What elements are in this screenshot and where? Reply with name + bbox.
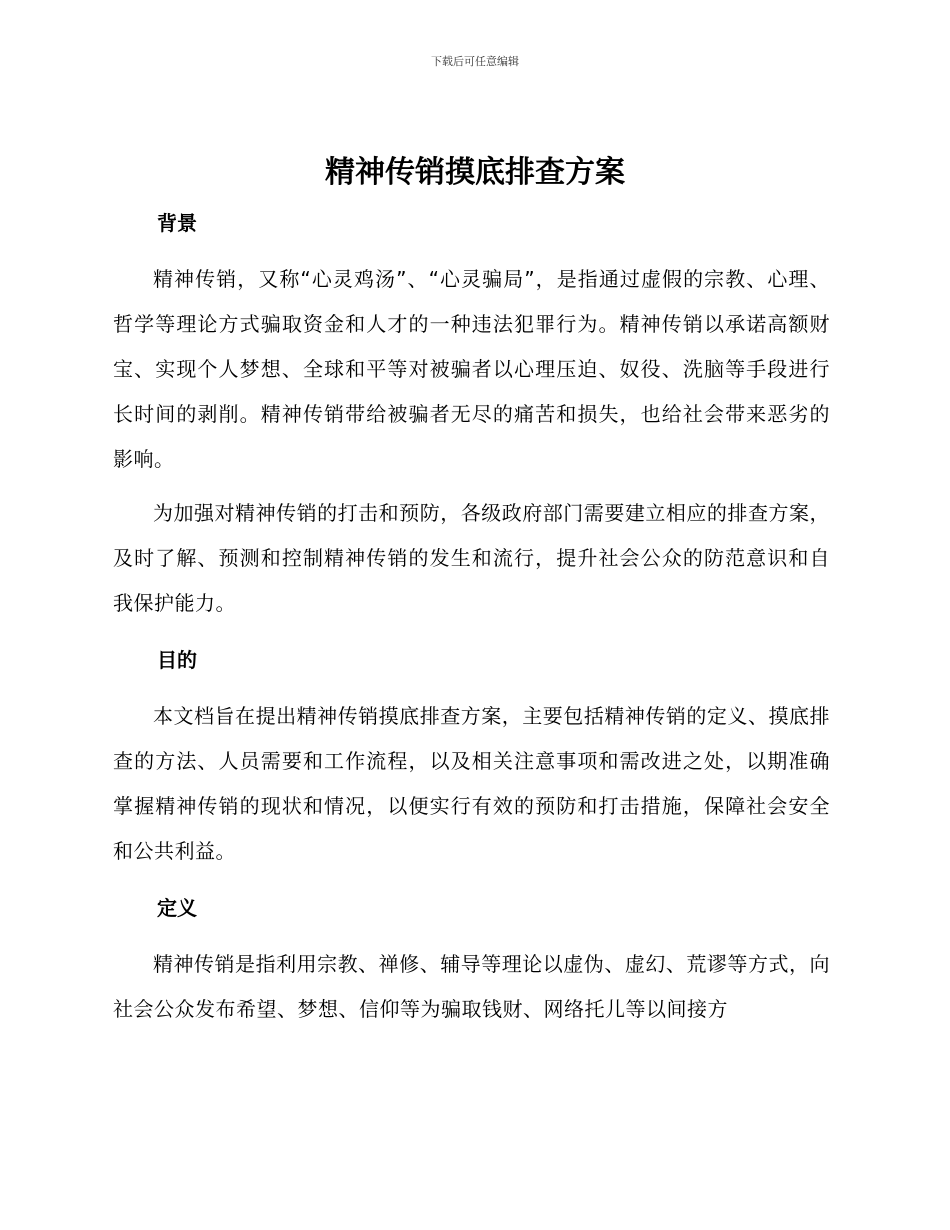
section-heading-background: 背景 [157, 211, 197, 235]
document-title: 精神传销摸底排查方案 [325, 155, 625, 190]
purpose-paragraph-1: 本文档旨在提出精神传销摸底排查方案，主要包括精神传销的定义、摸底排查的方法、人员需要和工作流程，以及相关注意事项和需改进之处，以期准确掌握精神传销的现状和情况，以便实行有效的预防和打击措施，保障社会安全和公共利益。 [113, 704, 830, 863]
document-body [113, 203, 830, 1032]
section-heading-definition: 定义 [157, 896, 197, 920]
definition-paragraph-1: 精神传销是指利用宗教、禅修、辅导等理论以虚伪、虚幻、荒谬等方式，向社会公众发布希望、梦想、信仰等为骗取钱财、网络托儿等以间接方 [113, 952, 830, 1021]
background-paragraph-1: 精神传销，又称“心灵鸡汤”、“心灵骗局”，是指通过虚假的宗教、心理、哲学等理论方式骗取资金和人才的一种违法犯罪行为。精神传销以承诺高额财宝、实现个人梦想、全球和平等对被骗者以心理压迫、奴役、洗脑等手段进行长时间的剥削。精神传销带给被骗者无尽的痛苦和损失，也给社会带来恶劣的影响。 [113, 267, 830, 471]
section-heading-purpose: 目的 [157, 648, 197, 672]
page-header-note: 下载后可任意编辑 [431, 55, 519, 68]
background-paragraph-2: 为加强对精神传销的打击和预防，各级政府部门需要建立相应的排查方案，及时了解、预测和控制精神传销的发生和流行，提升社会公众的防范意识和自我保护能力。 [113, 501, 830, 615]
